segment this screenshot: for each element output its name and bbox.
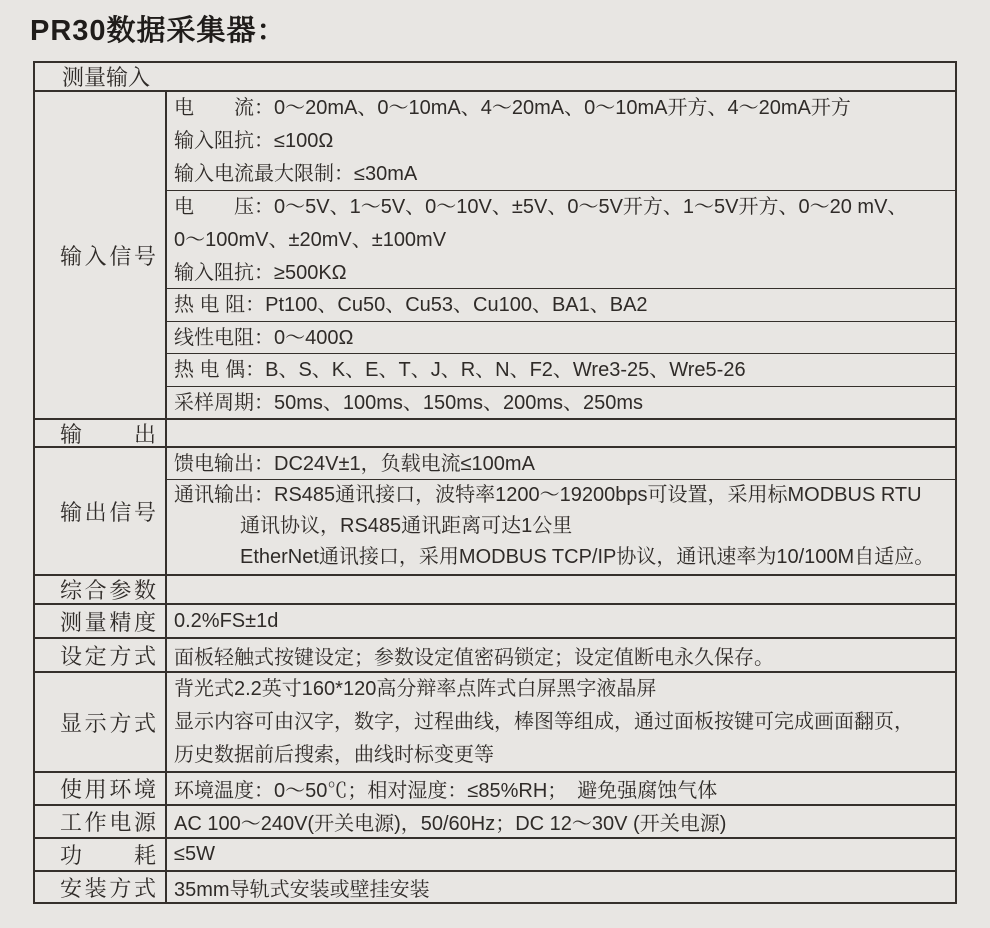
group-feed-output (167, 448, 955, 480)
spec-line: 电 流：0～20mA、0～10mA、4～20mA、0～10mA开方、4～20mA开方 (174, 97, 851, 119)
spec-line: 背光式2.2英寸160*120高分辩率点阵式白屏黑字液晶屏 (174, 678, 657, 700)
label-cell-power (35, 806, 167, 837)
row-general-header (35, 576, 955, 605)
row-label: 设定方式 (60, 643, 156, 669)
label-cell-output (35, 420, 167, 446)
row-measure-input-header (35, 63, 955, 92)
label-cell-consumption (35, 839, 167, 870)
spec-line: 输入电流最大限制：≤30mA (174, 163, 418, 185)
spec-line: 面板轻触式按键设定；参数设定值密码锁定；设定值断电永久保存。 (174, 646, 774, 669)
value-cell-setting (167, 639, 955, 671)
group-sampling-period (167, 387, 955, 418)
group-rtd (167, 289, 955, 322)
row-label: 显示方式 (60, 710, 156, 736)
spec-line: AC 100～240V(开关电源)，50/60Hz；DC 12～30V (开关电源) (174, 813, 727, 835)
row-label: 功 耗 (60, 843, 156, 868)
row-environment (35, 773, 955, 806)
group-comm-output (167, 480, 955, 574)
row-output-header (35, 420, 955, 448)
value-cell-input-signal (167, 92, 955, 418)
row-label: 工作电源 (60, 810, 156, 835)
label-cell-environment (35, 773, 167, 804)
row-label: 安装方式 (60, 875, 156, 901)
spec-line: 0～100mV、±20mV、±100mV (174, 229, 447, 251)
spec-line: 通讯协议，RS485通讯距离可达1公里 (240, 515, 573, 537)
spec-line: 热 电 偶：B、S、K、E、T、J、R、N、F2、Wre3-25、Wre5-26 (174, 359, 746, 381)
spec-line: 输入阻抗：≤100Ω (174, 130, 334, 152)
label-cell-input-signal (35, 92, 167, 418)
spec-line: 热 电 阻：Pt100、Cu50、Cu53、Cu100、BA1、BA2 (174, 294, 648, 316)
spec-line: 显示内容可由汉字，数字，过程曲线，棒图等组成，通过面板按键可完成画面翻页， (174, 711, 914, 733)
label-cell-mounting (35, 872, 167, 902)
row-label: 测量精度 (60, 609, 156, 635)
page-title: PR30数据采集器： (30, 15, 287, 47)
row-output-signal (35, 448, 955, 576)
spec-line: 输入阻抗：≥500KΩ (174, 262, 347, 284)
spec-line: 0.2%FS±1d (174, 609, 279, 632)
row-consumption (35, 839, 955, 872)
row-label: 输 出 (60, 421, 156, 447)
spec-line: 线性电阻：0～400Ω (174, 327, 354, 349)
value-cell-consumption (167, 839, 955, 870)
spec-line: 通讯输出：RS485通讯接口，波特率1200～19200bps可设置，采用标MODBUS RTU (174, 484, 922, 506)
value-cell-general-empty (167, 576, 955, 603)
value-cell-mounting (167, 872, 955, 902)
label-cell-general (35, 576, 167, 603)
spec-table (33, 61, 957, 904)
group-linear-resistance (167, 322, 955, 354)
group-current (167, 92, 955, 191)
spec-line: ≤5W (174, 843, 215, 865)
spec-line: 采样周期：50ms、100ms、150ms、200ms、250ms (174, 392, 644, 414)
row-mounting (35, 872, 955, 902)
row-accuracy (35, 605, 955, 639)
spec-line: 环境温度：0～50℃；相对湿度：≤85%RH； 避免强腐蚀气体 (174, 780, 718, 802)
row-display (35, 673, 955, 773)
label-cell-accuracy (35, 605, 167, 637)
value-cell-output-signal (167, 448, 955, 574)
row-label: 输出信号 (60, 499, 156, 525)
spec-line: 电 压：0～5V、1～5V、0～10V、±5V、0～5V开方、1～5V开方、0～20 mV、 (174, 196, 908, 218)
value-cell-accuracy (167, 605, 955, 637)
row-label: 使用环境 (60, 777, 156, 802)
value-cell-power (167, 806, 955, 837)
label-cell-output-signal (35, 448, 167, 574)
spec-line: EtherNet通讯接口，采用MODBUS TCP/IP协议，通讯速率为10/100M自适应。 (240, 546, 935, 568)
value-cell-environment (167, 773, 955, 804)
label-cell-setting (35, 639, 167, 671)
spec-line: 馈电输出：DC24V±1，负载电流≤100mA (174, 453, 535, 475)
row-input-signal (35, 92, 955, 420)
value-cell-output-empty (167, 420, 955, 446)
spec-line: 35mm导轨式安装或壁挂安装 (174, 878, 430, 901)
group-voltage (167, 191, 955, 289)
group-thermocouple (167, 354, 955, 387)
row-label: 综合参数 (60, 578, 156, 603)
label-cell-display (35, 673, 167, 771)
row-label: 输入信号 (60, 243, 156, 269)
row-power (35, 806, 955, 839)
row-setting (35, 639, 955, 673)
value-cell-display (167, 673, 955, 771)
spec-line: 历史数据前后搜索，曲线时标变更等 (174, 744, 494, 766)
section-header-measure-input: 测量输入 (62, 65, 151, 90)
